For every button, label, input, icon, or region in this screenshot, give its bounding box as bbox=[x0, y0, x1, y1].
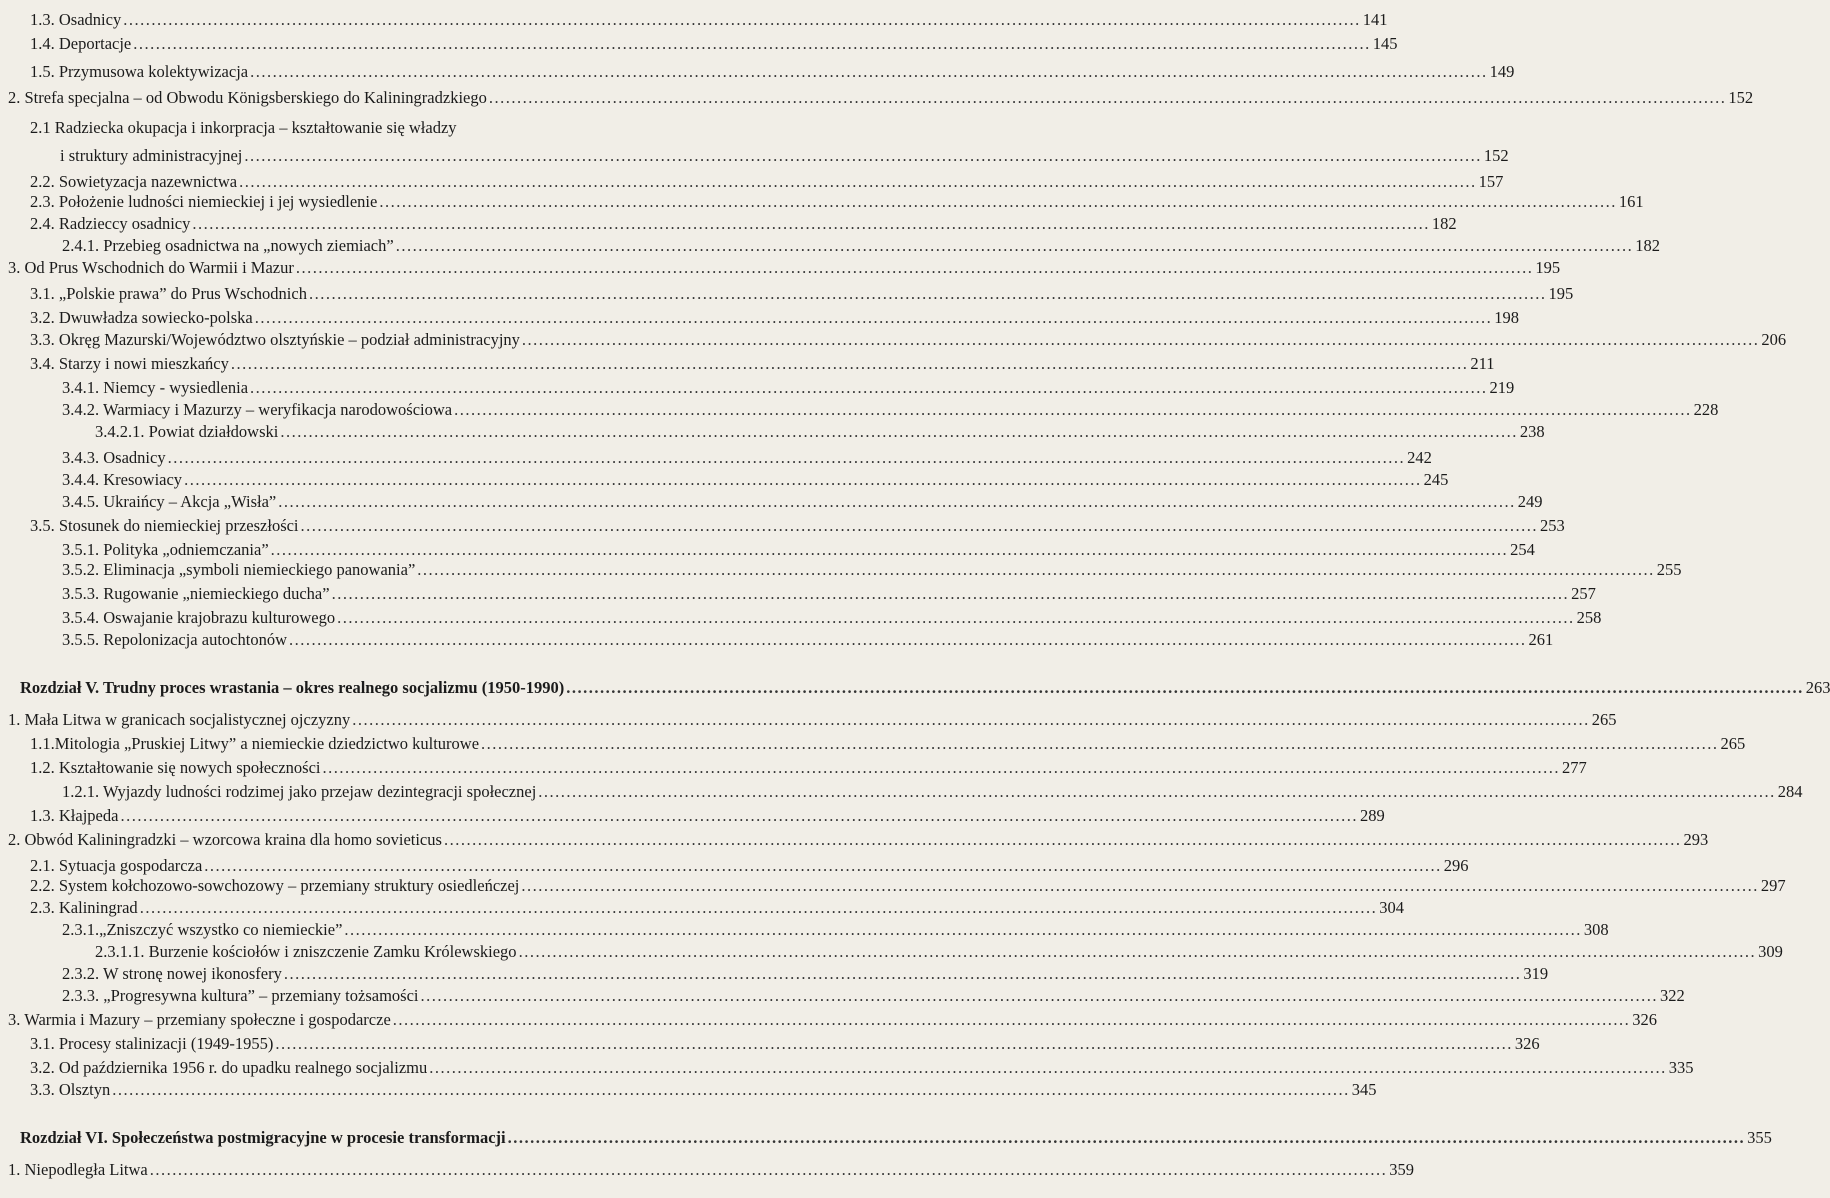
toc-entry bbox=[62, 630, 1554, 650]
toc-page-number: 359 bbox=[1389, 1160, 1415, 1179]
dot-leader: ............................................................................................................................................................................................................................ bbox=[244, 146, 1482, 165]
toc-entry-title: 3.2. Od października 1956 r. do upadku realnego socjalizmu bbox=[30, 1058, 428, 1077]
toc-page-number: 182 bbox=[1635, 236, 1660, 255]
toc-entry-title: 3.4.5. Ukraińcy – Akcja „Wisła” bbox=[62, 492, 277, 511]
toc-page-number: 242 bbox=[1407, 448, 1432, 467]
toc-page-number: 219 bbox=[1489, 378, 1515, 397]
toc-entry bbox=[95, 942, 1783, 962]
toc-entry-title: 2.4. Radzieccy osadnicy bbox=[30, 214, 191, 233]
toc-page-number: 322 bbox=[1659, 986, 1685, 1005]
toc-page-number: 141 bbox=[1362, 10, 1388, 29]
dot-leader: ............................................................................................................................................................................................................................ bbox=[429, 1058, 1667, 1077]
toc-page-number: 238 bbox=[1519, 422, 1545, 441]
toc-page-number: 253 bbox=[1540, 516, 1565, 535]
toc-entry bbox=[62, 920, 1609, 940]
toc-entry bbox=[30, 10, 1388, 30]
toc-page-number: 145 bbox=[1372, 34, 1398, 53]
toc-entry-title: 2.3.1.„Zniszczyć wszystko co niemieckie” bbox=[62, 920, 343, 939]
dot-leader: ............................................................................................................................................................................................................................ bbox=[192, 214, 1430, 233]
toc-page-number: 261 bbox=[1528, 630, 1554, 649]
toc-entry-title: 2.1. Sytuacja gospodarcza bbox=[30, 856, 203, 875]
dot-leader: ............................................................................................................................................................................................................................ bbox=[395, 236, 1634, 255]
toc-page-number: 345 bbox=[1351, 1080, 1377, 1099]
toc-entry-title: 3.5.1. Polityka „odniemczania” bbox=[62, 540, 269, 559]
toc-page-number: 228 bbox=[1693, 400, 1719, 419]
toc-page-number: 289 bbox=[1359, 806, 1385, 825]
toc-entry-title: 3.5.4. Oswajanie krajobrazu kulturowego bbox=[62, 608, 336, 627]
toc-entry-title: 2. Strefa specjalna – od Obwodu Königsberskiego do Kaliningradzkiego bbox=[8, 88, 487, 107]
toc-entry-title: 2.3.2. W stronę nowej ikonosfery bbox=[62, 964, 282, 983]
toc-entry bbox=[30, 284, 1574, 304]
toc-entry-title: 3.3. Okręg Mazurski/Województwo olsztyńskie – podział administracyjny bbox=[30, 330, 520, 349]
toc-page-number: 293 bbox=[1683, 830, 1709, 849]
toc-entry-title: 1. Mała Litwa w granicach socjalistycznej ojczyzny bbox=[8, 710, 351, 729]
dot-leader: ............................................................................................................................................................................................................................ bbox=[308, 284, 1547, 303]
toc-page-number: 309 bbox=[1758, 942, 1783, 961]
dot-leader: ............................................................................................................................................................................................................................ bbox=[133, 34, 1371, 53]
dot-leader: ............................................................................................................................................................................................................................ bbox=[337, 608, 1575, 627]
dot-leader: ............................................................................................................................................................................................................................ bbox=[379, 192, 1617, 211]
toc-page-number: 182 bbox=[1431, 214, 1457, 233]
toc-entry bbox=[62, 608, 1602, 628]
toc-entry bbox=[30, 898, 1404, 918]
toc-entry-title: 2.2. Sowietyzacja nazewnictwa bbox=[30, 172, 238, 191]
dot-leader: ............................................................................................................................................................................................................................ bbox=[507, 1128, 1746, 1147]
toc-entry bbox=[62, 584, 1596, 604]
toc-page-number: 355 bbox=[1747, 1128, 1772, 1147]
dot-leader: ............................................................................................................................................................................................................................ bbox=[481, 734, 1719, 753]
toc-page-number: 296 bbox=[1443, 856, 1469, 875]
toc-entry bbox=[30, 876, 1786, 896]
dot-leader: ............................................................................................................................................................................................................................ bbox=[250, 62, 1488, 81]
dot-leader: ............................................................................................................................................................................................................................ bbox=[488, 88, 1727, 107]
toc-entry bbox=[62, 560, 1682, 580]
toc-entry bbox=[95, 422, 1545, 442]
toc-entry-title: 3.5.5. Repolonizacja autochtonów bbox=[62, 630, 287, 649]
toc-entry bbox=[62, 470, 1449, 490]
dot-leader: ............................................................................................................................................................................................................................ bbox=[443, 830, 1682, 849]
dot-leader: ............................................................................................................................................................................................................................ bbox=[149, 1160, 1388, 1179]
dot-leader: ............................................................................................................................................................................................................................ bbox=[344, 920, 1582, 939]
toc-entry bbox=[62, 782, 1803, 802]
toc-entry-title: 3.4.1. Niemcy - wysiedlenia bbox=[62, 378, 249, 397]
toc-page-number: 277 bbox=[1562, 758, 1587, 777]
toc-entry-title: 3.4. Starzy i nowi mieszkańcy bbox=[30, 354, 229, 373]
toc-entry bbox=[8, 1010, 1658, 1030]
dot-leader: ............................................................................................................................................................................................................................ bbox=[331, 584, 1570, 603]
toc-entry-title: Rozdział VI. Społeczeństwa postmigracyjne w procesie transformacji bbox=[20, 1128, 506, 1147]
toc-entry-title: 3.5. Stosunek do niemieckiej przeszłości bbox=[30, 516, 299, 535]
toc-page-number: 149 bbox=[1489, 62, 1515, 81]
dot-leader: ............................................................................................................................................................................................................................ bbox=[420, 986, 1658, 1005]
toc-entry bbox=[30, 516, 1565, 536]
toc-entry bbox=[60, 146, 1509, 166]
toc-entry bbox=[30, 192, 1644, 212]
dot-leader: ............................................................................................................................................................................................................................ bbox=[322, 758, 1561, 777]
dot-leader: ............................................................................................................................................................................................................................ bbox=[300, 516, 1539, 535]
toc-page-number: 249 bbox=[1517, 492, 1543, 511]
dot-leader: ............................................................................................................................................................................................................................ bbox=[566, 678, 1804, 697]
dot-leader: ............................................................................................................................................................................................................................ bbox=[392, 1010, 1631, 1029]
toc-page-number: 265 bbox=[1720, 734, 1746, 753]
dot-leader: ............................................................................................................................................................................................................................ bbox=[123, 10, 1361, 29]
toc-entry-title: 3.4.2. Warmiacy i Mazurzy – weryfikacja narodowościowa bbox=[62, 400, 453, 419]
dot-leader: ............................................................................................................................................................................................................................ bbox=[521, 876, 1759, 895]
toc-entry bbox=[30, 308, 1519, 328]
toc-entry bbox=[30, 734, 1746, 754]
toc-entry bbox=[30, 806, 1385, 826]
toc-page-number: 254 bbox=[1510, 540, 1535, 559]
dot-leader: ............................................................................................................................................................................................................................ bbox=[288, 630, 1527, 649]
dot-leader: ............................................................................................................................................................................................................................ bbox=[254, 308, 1493, 327]
toc-entry-title: 3.4.2.1. Powiat działdowski bbox=[95, 422, 279, 441]
toc-page-number: 335 bbox=[1668, 1058, 1694, 1077]
toc-chapter-heading bbox=[20, 1128, 1772, 1148]
toc-entry-title: 3.5.2. Eliminacja „symboli niemieckiego panowania” bbox=[62, 560, 416, 579]
toc-entry-title: 2.3.1.1. Burzenie kościołów i zniszczenie Zamku Królewskiego bbox=[95, 942, 517, 961]
toc-page-number: 195 bbox=[1535, 258, 1561, 277]
dot-leader: ............................................................................................................................................................................................................................ bbox=[139, 898, 1378, 917]
toc-page-number: 152 bbox=[1728, 88, 1754, 107]
toc-entry-title: 3.4.3. Osadnicy bbox=[62, 448, 166, 467]
dot-leader: ............................................................................................................................................................................................................................ bbox=[270, 540, 1509, 559]
toc-entry-title: 1.2. Kształtowanie się nowych społeczności bbox=[30, 758, 321, 777]
toc-entry bbox=[62, 964, 1549, 984]
toc-page-number: 157 bbox=[1478, 172, 1504, 191]
toc-entry bbox=[62, 448, 1432, 468]
toc-entry-title: 3.2. Dwuwładza sowiecko-polska bbox=[30, 308, 253, 327]
toc-page-number: 257 bbox=[1571, 584, 1596, 603]
toc-entry bbox=[30, 172, 1504, 192]
toc-page-number: 198 bbox=[1494, 308, 1519, 327]
dot-leader: ............................................................................................................................................................................................................................ bbox=[521, 330, 1760, 349]
dot-leader: ............................................................................................................................................................................................................................ bbox=[120, 806, 1358, 825]
toc-entry bbox=[8, 710, 1617, 730]
dot-leader: ............................................................................................................................................................................................................................ bbox=[112, 1080, 1350, 1099]
toc-entry bbox=[62, 400, 1719, 420]
dot-leader: ............................................................................................................................................................................................................................ bbox=[184, 470, 1422, 489]
dot-leader: ............................................................................................................................................................................................................................ bbox=[239, 172, 1477, 191]
toc-entry bbox=[30, 1034, 1540, 1054]
toc-entry bbox=[30, 354, 1495, 374]
toc-entry bbox=[30, 1080, 1377, 1100]
dot-leader: ............................................................................................................................................................................................................................ bbox=[538, 782, 1776, 801]
toc-entry-title: 3. Od Prus Wschodnich do Warmii i Mazur bbox=[8, 258, 294, 277]
toc-entry bbox=[8, 830, 1709, 850]
toc-entry bbox=[30, 214, 1457, 234]
toc-page-number: 265 bbox=[1591, 710, 1617, 729]
dot-leader: ............................................................................................................................................................................................................................ bbox=[278, 492, 1516, 511]
toc-entry bbox=[30, 330, 1787, 350]
toc-page-number: 319 bbox=[1523, 964, 1549, 983]
dot-leader: ............................................................................................................................................................................................................................ bbox=[295, 258, 1534, 277]
toc-page-number: 326 bbox=[1632, 1010, 1658, 1029]
toc-page-number: 211 bbox=[1470, 354, 1495, 373]
toc-entry-title: 1.5. Przymusowa kolektywizacja bbox=[30, 62, 249, 81]
toc-entry-title: Rozdział V. Trudny proces wrastania – okres realnego socjalizmu (1950-1990) bbox=[20, 678, 565, 697]
toc-page-number: 258 bbox=[1576, 608, 1602, 627]
dot-leader: ............................................................................................................................................................................................................................ bbox=[417, 560, 1655, 579]
dot-leader: ............................................................................................................................................................................................................................ bbox=[230, 354, 1469, 373]
dot-leader: ............................................................................................................................................................................................................................ bbox=[454, 400, 1692, 419]
toc-page-number: 245 bbox=[1423, 470, 1449, 489]
toc-entry bbox=[8, 1160, 1415, 1180]
toc-entry bbox=[62, 986, 1685, 1006]
toc-entry-title: 3. Warmia i Mazury – przemiany społeczne i gospodarcze bbox=[8, 1010, 391, 1029]
toc-page-number: 195 bbox=[1548, 284, 1574, 303]
toc-page-number: 152 bbox=[1483, 146, 1509, 165]
toc-entry-title: 2.1 Radziecka okupacja i inkorpracja – kształtowanie się władzy bbox=[30, 118, 457, 137]
toc-page-number: 255 bbox=[1656, 560, 1682, 579]
toc-entry bbox=[8, 258, 1561, 278]
toc-chapter-heading bbox=[20, 678, 1830, 698]
toc-entry-title: 2. Obwód Kaliningradzki – wzorcowa kraina dla homo sovieticus bbox=[8, 830, 442, 849]
dot-leader: ............................................................................................................................................................................................................................ bbox=[275, 1034, 1513, 1053]
toc-entry bbox=[30, 856, 1469, 876]
dot-leader: ............................................................................................................................................................................................................................ bbox=[352, 710, 1590, 729]
toc-entry-title: 2.4.1. Przebieg osadnictwa na „nowych ziemiach” bbox=[62, 236, 394, 255]
toc-entry-title: 2.3. Kaliningrad bbox=[30, 898, 138, 917]
toc-entry bbox=[62, 378, 1515, 398]
dot-leader: ............................................................................................................................................................................................................................ bbox=[518, 942, 1757, 961]
toc-page-number: 206 bbox=[1761, 330, 1787, 349]
toc-page-number: 297 bbox=[1760, 876, 1786, 895]
toc-page-number: 263 bbox=[1805, 678, 1830, 697]
toc-entry bbox=[30, 1058, 1694, 1078]
toc-page-number: 284 bbox=[1777, 782, 1803, 801]
toc-entry-title: 3.3. Olsztyn bbox=[30, 1080, 111, 1099]
toc-entry-title: i struktury administracyjnej bbox=[60, 146, 243, 165]
dot-leader: ............................................................................................................................................................................................................................ bbox=[204, 856, 1442, 875]
dot-leader: ............................................................................................................................................................................................................................ bbox=[167, 448, 1406, 467]
dot-leader: ............................................................................................................................................................................................................................ bbox=[283, 964, 1522, 983]
toc-entry-title: 1.2.1. Wyjazdy ludności rodzimej jako przejaw dezintegracji społecznej bbox=[62, 782, 537, 801]
toc-entry-title: 1.3. Kłajpeda bbox=[30, 806, 119, 825]
toc-entry-title: 3.5.3. Rugowanie „niemieckiego ducha” bbox=[62, 584, 330, 603]
toc-entry-title: 3.1. „Polskie prawa” do Prus Wschodnich bbox=[30, 284, 307, 303]
toc-entry-title: 1. Niepodległa Litwa bbox=[8, 1160, 148, 1179]
dot-leader: ............................................................................................................................................................................................................................ bbox=[250, 378, 1488, 397]
toc-entry-title: 2.2. System kołchozowo-sowchozowy – przemiany struktury osiedleńczej bbox=[30, 876, 520, 895]
toc-entry bbox=[62, 492, 1543, 512]
toc-page-number: 161 bbox=[1618, 192, 1644, 211]
toc-entry bbox=[30, 758, 1587, 778]
toc-entry-title: 3.1. Procesy stalinizacji (1949-1955) bbox=[30, 1034, 274, 1053]
toc-entry bbox=[62, 236, 1660, 256]
dot-leader: ............................................................................................................................................................................................................................ bbox=[280, 422, 1518, 441]
toc-entry bbox=[8, 88, 1754, 108]
toc-entry-title: 2.3.3. „Progresywna kultura” – przemiany tożsamości bbox=[62, 986, 419, 1005]
toc-page-number: 308 bbox=[1583, 920, 1609, 939]
toc-entry bbox=[30, 118, 783, 138]
toc-entry-title: 2.3. Położenie ludności niemieckiej i jej wysiedlenie bbox=[30, 192, 378, 211]
toc-entry-title: 3.4.4. Kresowiacy bbox=[62, 470, 183, 489]
toc-entry-title: 1.3. Osadnicy bbox=[30, 10, 122, 29]
toc-entry bbox=[62, 540, 1535, 560]
toc-page-number: 326 bbox=[1514, 1034, 1540, 1053]
toc-entry-title: 1.4. Deportacje bbox=[30, 34, 132, 53]
toc-entry-title: 1.1.Mitologia „Pruskiej Litwy” a niemieckie dziedzictwo kulturowe bbox=[30, 734, 480, 753]
toc-page-number: 304 bbox=[1379, 898, 1404, 917]
toc-entry bbox=[30, 62, 1515, 82]
toc-entry bbox=[30, 34, 1398, 54]
